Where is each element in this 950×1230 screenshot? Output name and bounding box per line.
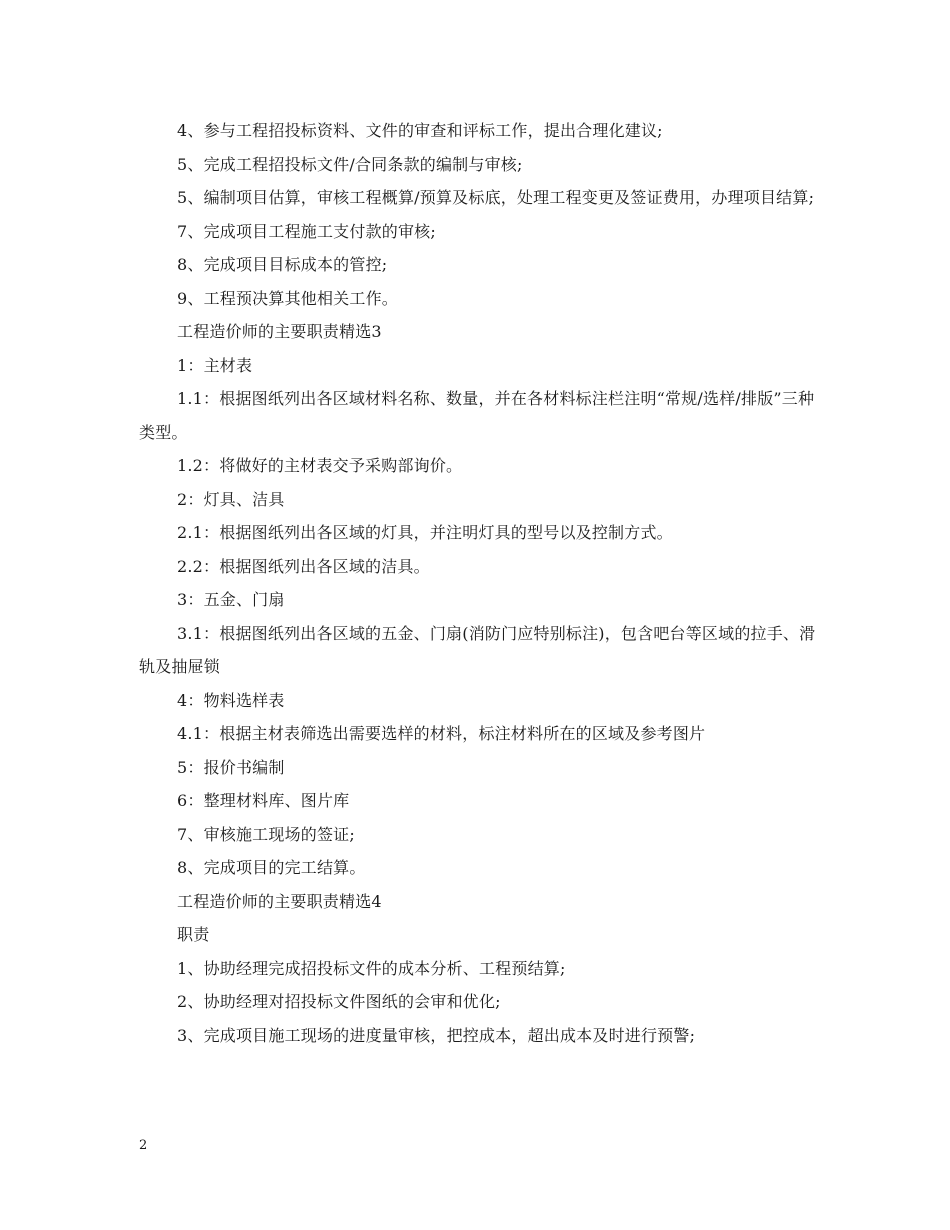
paragraph-item-3c: 3、完成项目施工现场的进度量审核，把控成本，超出成本及时进行预警; (177, 1025, 696, 1045)
section-heading-3: 工程造价师的主要职责精选3 (177, 322, 382, 341)
paragraph-item-2-2: 2.2：根据图纸列出各区域的洁具。 (177, 556, 430, 576)
paragraph-item-8: 8、完成项目目标成本的管控; (177, 255, 388, 274)
paragraph-item-8b: 8、完成项目的完工结算。 (177, 858, 366, 877)
paragraph-item-1-2: 1.2：将做好的主材表交予采购部询价。 (177, 456, 463, 475)
subsection-material-samples: 4：物料选样表 (177, 690, 285, 710)
paragraph-item-1c: 1、协助经理完成招投标文件的成本分析、工程预结算; (177, 958, 566, 978)
paragraph-item-4-1: 4.1：根据主材表筛选出需要选样的材料，标注材料所在的区域及参考图片 (177, 724, 706, 743)
paragraph-item-1-1: 1.1：根据图纸列出各区域材料名称、数量，并在各材料标注栏注明“常规/选样/排版”三种类型。 (139, 389, 815, 442)
paragraph-item-3-1: 3.1：根据图纸列出各区域的五金、门扇(消防门应特别标注)，包含吧台等区域的拉手、滑轨及抽屉锁 (139, 623, 816, 676)
subsection-material-library: 6：整理材料库、图片库 (177, 791, 350, 810)
paragraph-item-5b: 5、编制项目估算，审核工程概算/预算及标底，处理工程变更及签证费用，办理项目结算; (177, 188, 815, 207)
subsection-duties: 职责 (177, 925, 210, 944)
page-number: 2 (139, 1138, 148, 1153)
subsection-main-materials: 1：主材表 (177, 355, 253, 375)
paragraph-item-2-1: 2.1：根据图纸列出各区域的灯具，并注明灯具的型号以及控制方式。 (177, 523, 673, 542)
section-heading-4: 工程造价师的主要职责精选4 (177, 891, 382, 911)
document-body (139, 114, 819, 1052)
paragraph-item-7: 7、完成项目工程施工支付款的审核; (177, 221, 436, 241)
paragraph-item-7b: 7、审核施工现场的签证; (177, 824, 355, 844)
paragraph-item-2c: 2、协助经理对招投标文件图纸的会审和优化; (177, 992, 501, 1011)
subsection-lamps-sanitary: 2：灯具、洁具 (177, 489, 285, 509)
paragraph-item-4: 4、参与工程招投标资料、文件的审查和评标工作，提出合理化建议; (177, 121, 663, 140)
subsection-quotation: 5：报价书编制 (177, 757, 285, 777)
paragraph-item-9: 9、工程预决算其他相关工作。 (177, 288, 398, 308)
subsection-hardware-doors: 3：五金、门扇 (177, 590, 285, 609)
paragraph-item-5a: 5、完成工程招投标文件/合同条款的编制与审核; (177, 154, 523, 174)
